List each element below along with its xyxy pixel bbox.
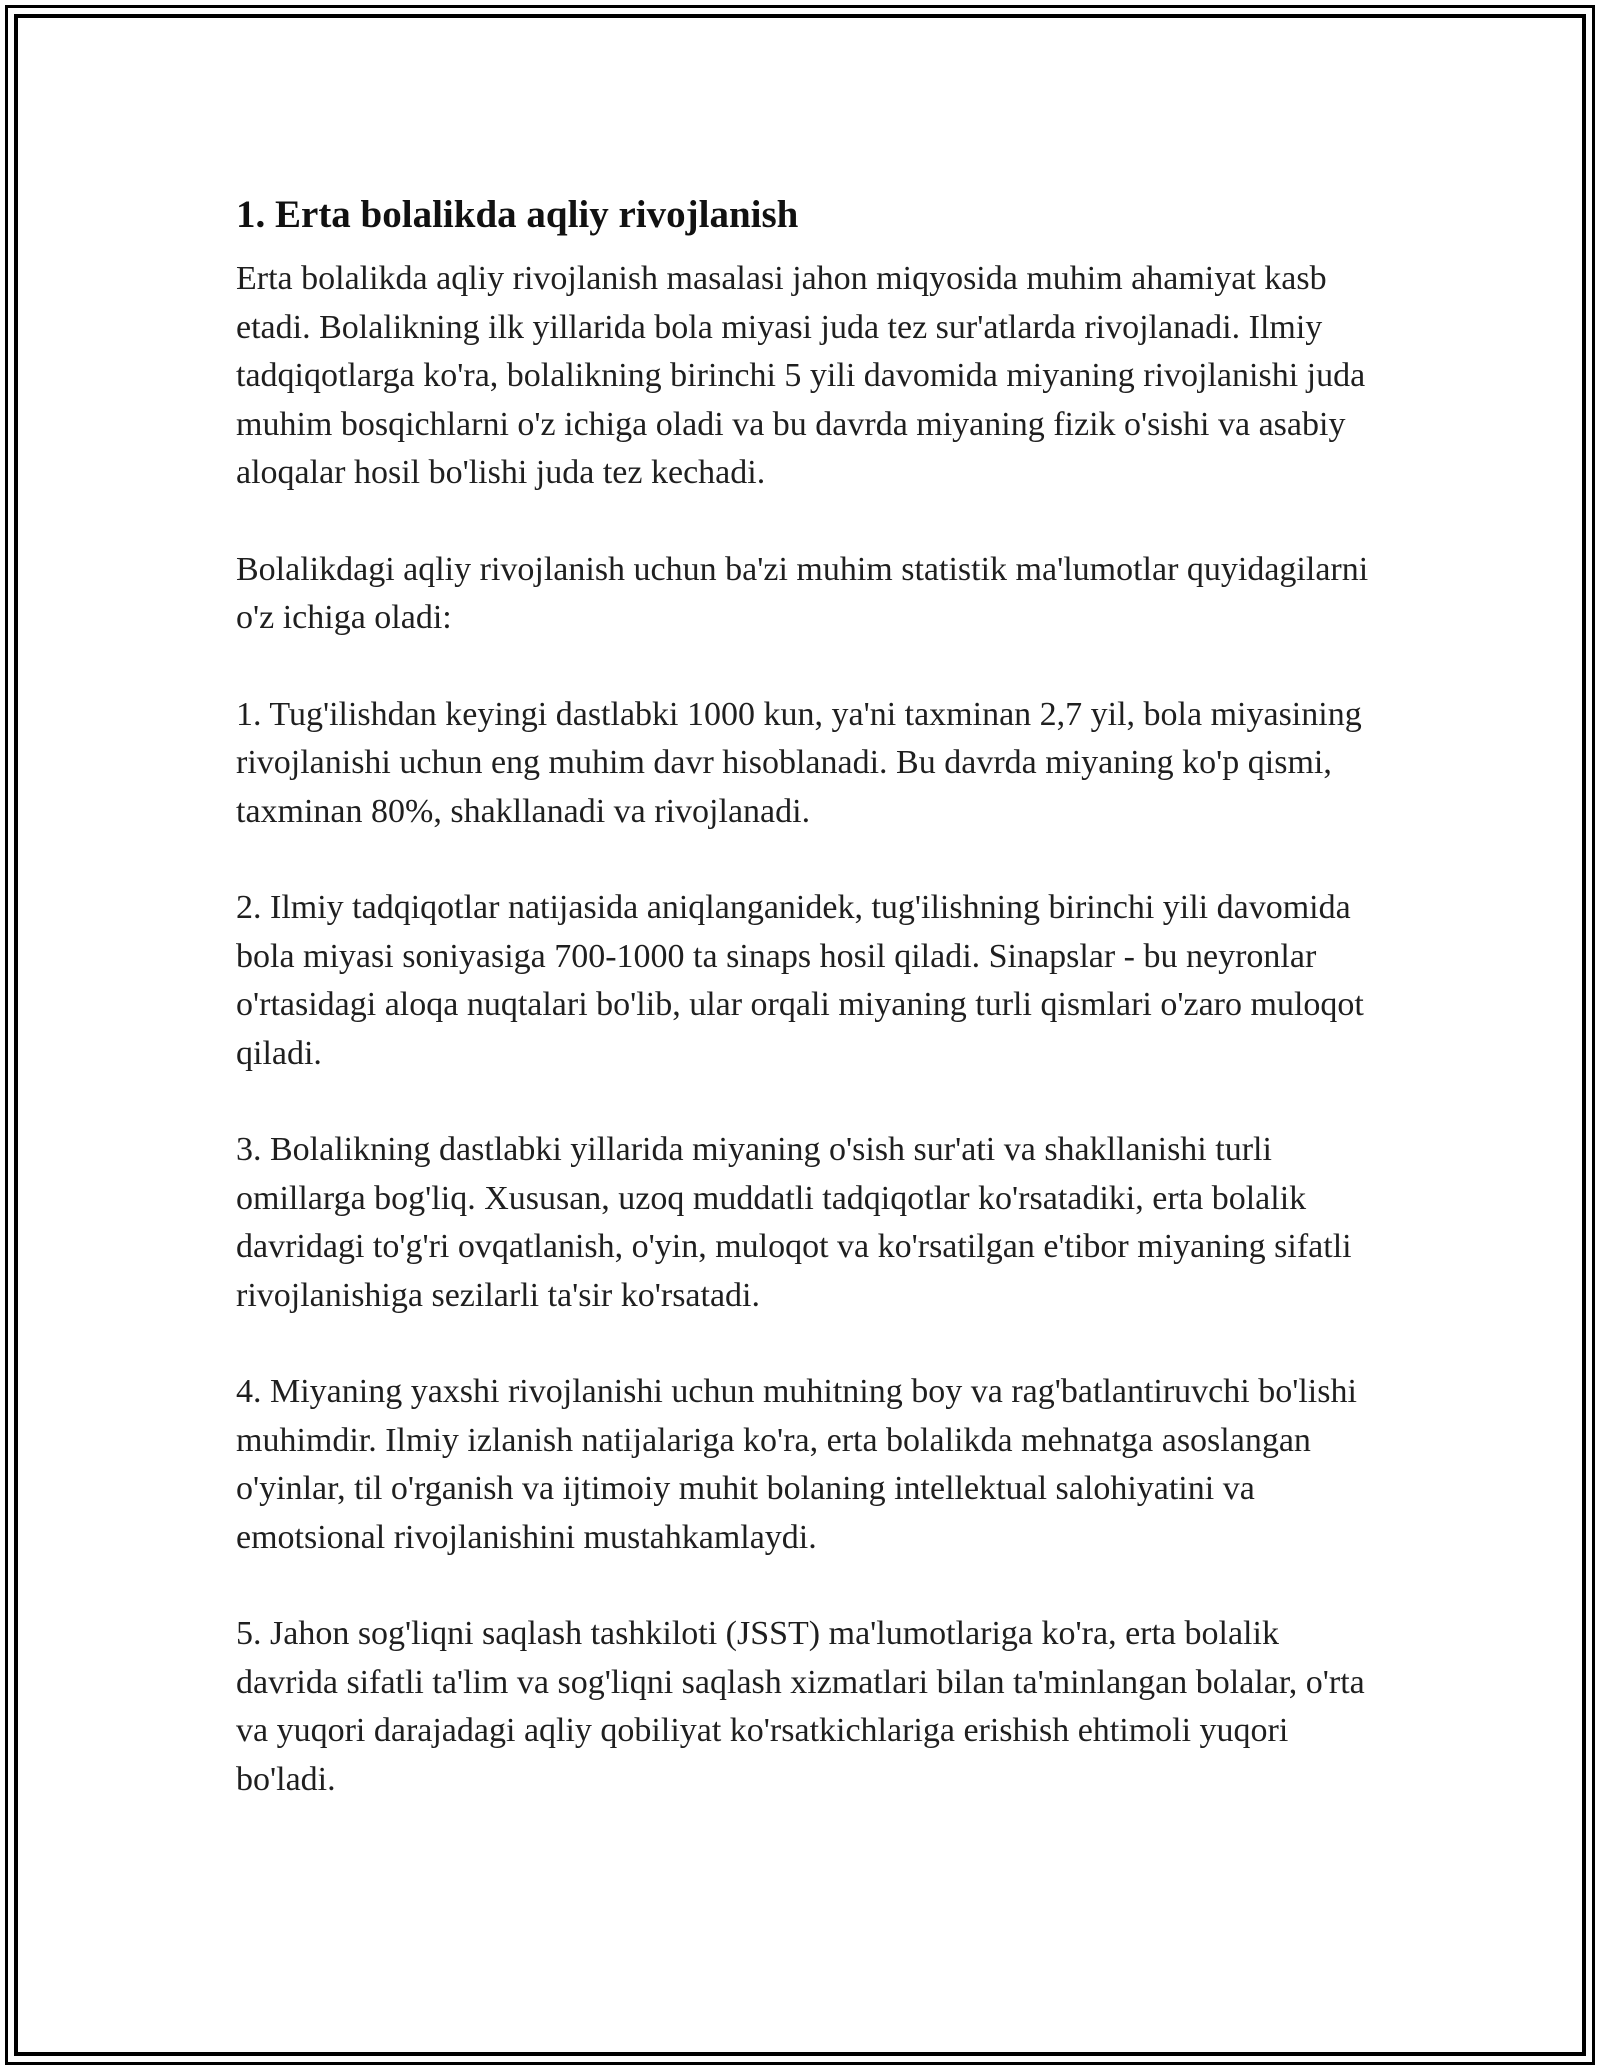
list-item-3: 3. Bolalikning dastlabki yillarida miyaning o'sish sur'ati va shakllanishi turli omillarga bog'liq. Xususan, uzoq muddatli tadqiqotlar ko'rsatadiki, erta bolalik davridagi to'g'ri ovqatlanish, o'yin, muloqot va ko'rsatilgan e'tibor miyaning sifatli rivojlanishiga sezilarli ta'sir ko'rsatadi. <box>236 1131 1352 1314</box>
list-item-4: 4. Miyaning yaxshi rivojlanishi uchun muhitning boy va rag'batlantiruvchi bo'lishi muhimdir. Ilmiy izlanish natijalariga ko'ra, erta bolalikda mehnatga asoslangan o'yinlar, til o'rganish va ijtimoiy muhit bolaning intellektual salohiyatini va emotsional rivojlanishini mustahkamlaydi. <box>236 1373 1357 1556</box>
list-item-5: 5. Jahon sog'liqni saqlash tashkiloti (JSST) ma'lumotlariga ko'ra, erta bolalik davrida sifatli ta'lim va sog'liqni saqlash xizmatlari bilan ta'minlangan bolalar, o'rta va yuqori darajadagi aqliy qobiliyat ko'rsatkichlariga erishish ehtimoli yuqori bo'ladi. <box>236 1615 1365 1798</box>
lead-paragraph: Bolalikdagi aqliy rivojlanish uchun ba'zi muhim statistik ma'lumotlar quyidagilarni o'z ichiga oladi: <box>236 550 1369 636</box>
document-body <box>236 190 1386 1804</box>
intro-paragraph: Erta bolalikda aqliy rivojlanish masalasi jahon miqyosida muhim ahamiyat kasb etadi. Bolalikning ilk yillarida bola miyasi juda tez sur'atlarda rivojlanadi. Ilmiy tadqiqotlarga ko'ra, bolalikning birinchi 5 yili davomida miyaning rivojlanishi juda muhim bosqichlarni o'z ichiga oladi va bu davrda miyaning fizik o'sishi va asabiy aloqalar hosil bo'lishi juda tez kechadi. <box>236 260 1366 491</box>
section-title: 1. Erta bolalikda aqliy rivojlanish <box>236 193 799 236</box>
list-item-1: 1. Tug'ilishdan keyingi dastlabki 1000 kun, ya'ni taxminan 2,7 yil, bola miyasining rivojlanishi uchun eng muhim davr hisoblanadi. Bu davrda miyaning ko'p qismi, taxminan 80%, shakllanadi va rivojlanadi. <box>236 695 1362 830</box>
list-item-2: 2. Ilmiy tadqiqotlar natijasida aniqlanganidek, tug'ilishning birinchi yili davomida bola miyasi soniyasiga 700-1000 ta sinaps hosil qiladi. Sinapslar - bu neyronlar o'rtasidagi aloqa nuqtalari bo'lib, ular orqali miyaning turli qismlari o'zaro muloqot qiladi. <box>236 889 1364 1072</box>
